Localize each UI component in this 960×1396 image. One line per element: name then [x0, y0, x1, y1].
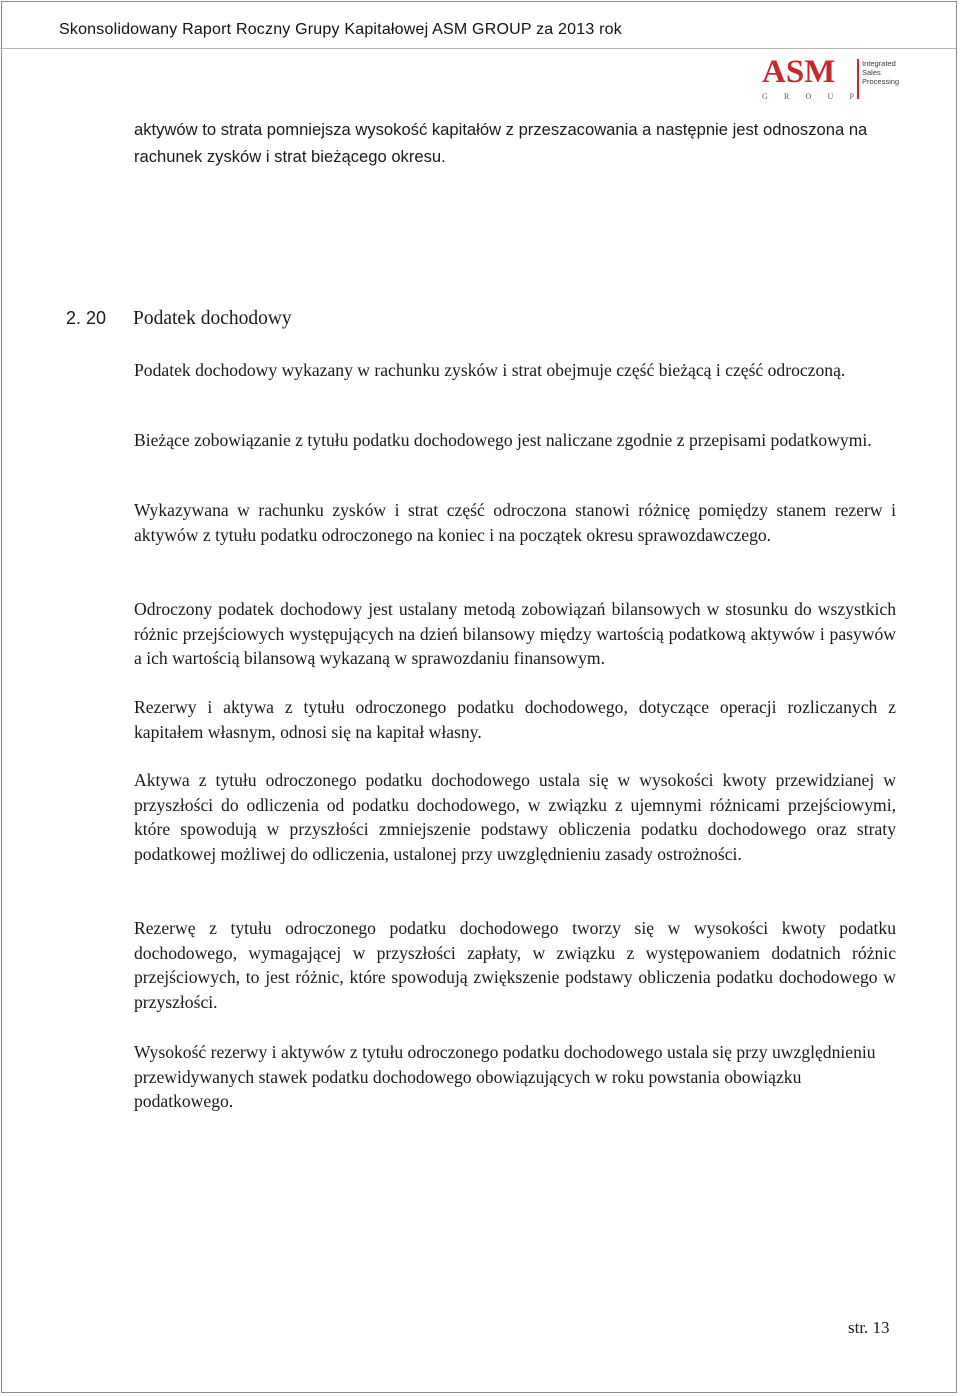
paragraph: Wykazywana w rachunku zysków i strat część odroczona stanowi różnicę pomiędzy stanem rezerw i aktywów z tytułu podatku odroczonego na koniec i na początek okresu sprawozdawczego.	[134, 500, 896, 545]
header-divider	[0, 48, 956, 49]
document-header-title: Skonsolidowany Raport Roczny Grupy Kapitałowej ASM GROUP za 2013 rok	[59, 21, 622, 38]
paragraph: Rezerwy i aktywa z tytułu odroczonego podatku dochodowego, dotyczące operacji rozliczanych z kapitałem własnym, odnosi się na kapitał własny.	[134, 697, 896, 742]
paragraph: Odroczony podatek dochodowy jest ustalany metodą zobowiązań bilansowych w stosunku do wszystkich różnic przejściowych występujących na dzień bilansowy między wartością podatkową aktywów i pasywów a ich wartością bilansową wykazaną w sprawozdaniu finansowym.	[134, 599, 896, 668]
intro-paragraph: aktywów to strata pomniejsza wysokość kapitałów z przeszacowania a następnie jest odnoszona na rachunek zysków i strat bieżącego okresu.	[134, 120, 868, 166]
section-title: Podatek dochodowy	[133, 308, 292, 329]
paragraph: Rezerwę z tytułu odroczonego podatku dochodowego tworzy się w wysokości kwoty podatku dochodowego, wymagającej w przyszłości zapłaty, w związku z występowaniem dodatnich różnic przejściowych, to jest różnic, które spowodują zwiększenie podstawy obliczenia podatku dochodowego w przyszłości.	[134, 918, 896, 1012]
logo-tagline-line: Processing	[862, 77, 900, 86]
logo-tagline-line: Sales	[862, 68, 881, 77]
paragraph: Bieżące zobowiązanie z tytułu podatku dochodowego jest naliczane zgodnie z przepisami podatkowymi.	[134, 430, 872, 450]
logo-divider-bar	[857, 59, 859, 99]
section-heading	[66, 308, 292, 330]
logo-group-letter: U	[827, 92, 834, 101]
logo-group-letters	[762, 92, 854, 101]
asm-group-logo	[762, 56, 902, 102]
page-number: str. 13	[848, 1318, 890, 1337]
paragraph: Aktywa z tytułu odroczonego podatku dochodowego ustala się w wysokości kwoty przewidzianej w przyszłości do odliczenia od podatku dochodowego, w związku z ujemnymi różnicami przejściowymi, które spowodują w przyszłości zmniejszenie podstawy obliczenia podatku dochodowego oraz straty podatkowej możliwej do odliczenia, ustalonej przy uwzględnieniu zasady ostrożności.	[134, 770, 896, 864]
section-number: 2. 20	[66, 308, 107, 328]
logo-group-letter: G	[762, 92, 768, 101]
logo-tagline	[862, 59, 899, 86]
logo-asm-text: ASM	[762, 54, 836, 90]
paragraph: Wysokość rezerwy i aktywów z tytułu odroczonego podatku dochodowego ustala się przy uwzględnieniu przewidywanych stawek podatku dochodowego obowiązujących w roku powstania obowiązku podatkowego.	[134, 1042, 876, 1111]
logo-group-letter: P	[849, 92, 854, 101]
logo-group-letter: O	[805, 92, 812, 101]
paragraph: Podatek dochodowy wykazany w rachunku zysków i strat obejmuje część bieżącą i część odroczoną.	[134, 360, 846, 380]
logo-tagline-line: Integrated	[862, 59, 896, 68]
logo-group-letter: R	[783, 92, 790, 101]
